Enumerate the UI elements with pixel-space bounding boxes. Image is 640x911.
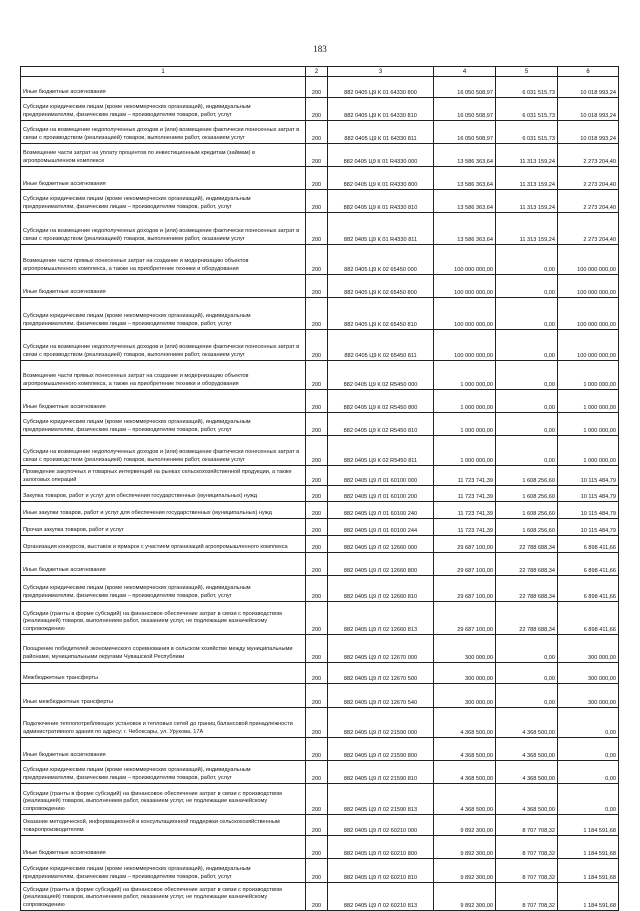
- row-value-4-cell: 1 000 000,00: [434, 436, 496, 466]
- table-row: [21, 98, 619, 121]
- table-row: [21, 761, 619, 784]
- row-name-text: Субсидии юридическим лицам (кроме некоммерческих организаций), индивидуальным предпринимателям, физическим лицам – производителям товаров, работ, услуг: [23, 196, 251, 210]
- row-grbs-cell: 200: [306, 213, 328, 245]
- row-value-4-cell: 16 050 508,97: [434, 98, 496, 121]
- table-row: [21, 536, 619, 553]
- row-grbs-cell: 200: [306, 761, 328, 784]
- row-name-text: Иные бюджетные ассигнования: [23, 849, 106, 856]
- row-value-4-cell: 11 723 741,39: [434, 486, 496, 502]
- row-code-cell: 882 0405 Ц9 Л 02 60210 810: [328, 859, 434, 883]
- row-value-5-cell: 0,00: [496, 635, 558, 663]
- row-code-cell: 882 0405 Ц9 К 02 65450 810: [328, 298, 434, 330]
- row-value-4-cell: 16 050 508,97: [434, 77, 496, 98]
- table-row: [21, 213, 619, 245]
- row-code-cell: 882 0405 Ц9 Л 01 60100 000: [328, 466, 434, 486]
- row-value-6-cell: 300 000,00: [558, 663, 619, 684]
- row-name-text: Иные бюджетные ассигнования: [23, 180, 106, 187]
- row-value-5-cell: 22 788 688,34: [496, 536, 558, 553]
- row-code-cell: 882 0405 Ц9 Л 02 12670 500: [328, 663, 434, 684]
- row-name-cell: [21, 519, 306, 536]
- header-col-2: 2: [306, 67, 328, 77]
- row-code-cell: 882 0405 Ц9 Л 02 21590 000: [328, 708, 434, 738]
- table-row: [21, 502, 619, 519]
- row-name-cell: [21, 536, 306, 553]
- row-code-cell: 882 0405 Ц9 К 02 R5450 810: [328, 413, 434, 436]
- row-code-cell: 882 0405 Ц9 К 01 64330 811: [328, 121, 434, 144]
- row-value-4-cell: 9 892 300,00: [434, 859, 496, 883]
- row-value-6-cell: 1 184 591,68: [558, 836, 619, 859]
- row-name-text: Субсидии юридическим лицам (кроме некоммерческих организаций), индивидуальным предпринимателям, физическим лицам – производителям товаров, работ, услуг: [23, 419, 251, 433]
- row-name-text: Иные бюджетные ассигнования: [23, 88, 106, 95]
- row-name-cell: [21, 635, 306, 663]
- row-name-text: Субсидии (гранты в форме субсидий) на финансовое обеспечение затрат в связи с производством (реализацией) товаров, выполнением работ, оказанием услуг, не подлежащие казначейскому сопровождению: [23, 611, 282, 632]
- row-value-4-cell: 13 586 363,64: [434, 213, 496, 245]
- row-code-cell: 882 0405 Ц9 Л 01 60100 240: [328, 502, 434, 519]
- row-value-5-cell: 4 368 500,00: [496, 738, 558, 761]
- row-code-cell: 882 0405 Ц9 Л 01 60100 244: [328, 519, 434, 536]
- row-name-text: Прочая закупка товаров, работ и услуг: [23, 526, 124, 533]
- row-value-5-cell: 11 313 159,24: [496, 144, 558, 167]
- row-name-text: Субсидии юридическим лицам (кроме некоммерческих организаций), индивидуальным предпринимателям, физическим лицам – производителям товаров, работ, услуг: [23, 104, 251, 118]
- row-value-5-cell: 4 368 500,00: [496, 708, 558, 738]
- row-grbs-cell: 200: [306, 519, 328, 536]
- row-value-6-cell: 0,00: [558, 761, 619, 784]
- table-row: [21, 330, 619, 361]
- header-col-3: 3: [328, 67, 434, 77]
- header-row: [21, 67, 619, 77]
- row-name-text: Субсидии на возмещение недополученных доходов и (или) возмещение фактически понесенных затрат в связи с производством (реализацией) товаров, выполнением работ, оказанием услуг: [23, 449, 300, 463]
- row-value-5-cell: 22 788 688,34: [496, 576, 558, 602]
- row-name-cell: [21, 883, 306, 911]
- row-value-6-cell: 300 000,00: [558, 635, 619, 663]
- row-name-cell: [21, 121, 306, 144]
- row-value-5-cell: 0,00: [496, 413, 558, 436]
- row-name-cell: [21, 390, 306, 413]
- row-value-6-cell: 2 273 204,40: [558, 167, 619, 190]
- table-row: [21, 77, 619, 98]
- row-code-cell: 882 0405 Ц9 Л 02 60210 813: [328, 883, 434, 911]
- row-grbs-cell: 200: [306, 275, 328, 298]
- row-name-text: Иные межбюджетные трансферты: [23, 698, 113, 705]
- row-grbs-cell: 200: [306, 738, 328, 761]
- row-code-cell: 882 0405 Ц9 К 01 R4330 800: [328, 167, 434, 190]
- row-name-text: Поощрение победителей экономического соревнования в сельском хозяйстве между муниципальными районами, муниципальными округами Чувашской Республики: [23, 646, 293, 660]
- row-name-text: Иные закупки товаров, работ и услуг для обеспечения государственных (муниципальных) нужд: [23, 509, 272, 516]
- table-header: [21, 67, 619, 77]
- table-row: [21, 883, 619, 911]
- row-value-6-cell: 1 000 000,00: [558, 361, 619, 390]
- row-value-6-cell: 10 018 993,24: [558, 121, 619, 144]
- row-name-text: Подключение теплопотребляющих установок и тепловых сетей до границ балансовой принадлежности административного здания по адресу: г. Чебоксары, ул. Урукова, 17А: [23, 721, 293, 735]
- row-value-4-cell: 300 000,00: [434, 663, 496, 684]
- row-value-4-cell: 11 723 741,39: [434, 519, 496, 536]
- row-value-5-cell: 8 707 708,32: [496, 883, 558, 911]
- row-grbs-cell: 200: [306, 486, 328, 502]
- row-name-text: Возмещение части затрат на уплату процентов по инвестиционным кредитам (займам) в агропромышленном комплексе: [23, 150, 256, 164]
- row-name-cell: [21, 836, 306, 859]
- row-code-cell: 882 0405 Ц9 К 01 R4330 811: [328, 213, 434, 245]
- row-name-text: Иные бюджетные ассигнования: [23, 288, 106, 295]
- table-row: [21, 436, 619, 466]
- row-code-cell: 882 0405 Ц9 Л 02 12660 800: [328, 553, 434, 576]
- row-value-6-cell: 2 273 204,40: [558, 190, 619, 213]
- row-grbs-cell: 200: [306, 330, 328, 361]
- table-row: [21, 815, 619, 836]
- row-grbs-cell: 200: [306, 190, 328, 213]
- row-grbs-cell: 200: [306, 436, 328, 466]
- row-grbs-cell: 200: [306, 167, 328, 190]
- row-value-5-cell: 11 313 159,24: [496, 213, 558, 245]
- row-grbs-cell: 200: [306, 836, 328, 859]
- row-grbs-cell: 200: [306, 663, 328, 684]
- row-value-5-cell: 22 788 688,34: [496, 553, 558, 576]
- row-code-cell: 882 0405 Ц9 Л 02 12670 540: [328, 684, 434, 708]
- row-name-cell: [21, 167, 306, 190]
- row-grbs-cell: 200: [306, 121, 328, 144]
- row-grbs-cell: 200: [306, 298, 328, 330]
- row-name-cell: [21, 213, 306, 245]
- page-number: 183: [313, 44, 327, 54]
- row-name-text: Субсидии юридическим лицам (кроме некоммерческих организаций), индивидуальным предпринимателям, физическим лицам – производителям товаров, работ, услуг: [23, 313, 251, 327]
- row-value-5-cell: 0,00: [496, 663, 558, 684]
- row-value-5-cell: 1 608 256,60: [496, 466, 558, 486]
- row-name-cell: [21, 190, 306, 213]
- row-name-cell: [21, 466, 306, 486]
- header-col-4: 4: [434, 67, 496, 77]
- row-grbs-cell: 200: [306, 815, 328, 836]
- row-code-cell: 882 0405 Ц9 Л 02 21590 810: [328, 761, 434, 784]
- row-grbs-cell: 200: [306, 536, 328, 553]
- table-row: [21, 684, 619, 708]
- row-grbs-cell: 200: [306, 883, 328, 911]
- row-value-4-cell: 29 687 100,00: [434, 576, 496, 602]
- row-code-cell: 882 0405 Ц9 Л 02 60210 000: [328, 815, 434, 836]
- row-value-4-cell: 9 892 300,00: [434, 815, 496, 836]
- row-code-cell: 882 0405 Ц9 К 02 R5450 800: [328, 390, 434, 413]
- row-value-5-cell: 0,00: [496, 684, 558, 708]
- row-grbs-cell: 200: [306, 708, 328, 738]
- table-body: [21, 77, 619, 911]
- row-value-4-cell: 100 000 000,00: [434, 298, 496, 330]
- row-name-cell: [21, 815, 306, 836]
- row-name-cell: [21, 553, 306, 576]
- row-value-5-cell: 4 368 500,00: [496, 784, 558, 815]
- row-name-text: Иные бюджетные ассигнования: [23, 403, 106, 410]
- row-name-cell: [21, 144, 306, 167]
- row-code-cell: 882 0405 Ц9 Л 01 60100 200: [328, 486, 434, 502]
- row-value-4-cell: 300 000,00: [434, 635, 496, 663]
- row-name-text: Организация конкурсов, выставок и ярмарок с участием организаций агропромышленного комплекса: [23, 543, 288, 550]
- row-name-cell: [21, 859, 306, 883]
- row-value-6-cell: 1 000 000,00: [558, 436, 619, 466]
- row-name-cell: [21, 298, 306, 330]
- row-grbs-cell: 200: [306, 602, 328, 635]
- row-value-6-cell: 0,00: [558, 784, 619, 815]
- row-code-cell: 882 0405 Ц9 Л 02 12660 813: [328, 602, 434, 635]
- row-grbs-cell: 200: [306, 784, 328, 815]
- row-value-5-cell: 0,00: [496, 436, 558, 466]
- row-grbs-cell: 200: [306, 144, 328, 167]
- row-value-6-cell: 1 184 591,68: [558, 883, 619, 911]
- row-name-text: Возмещение части прямых понесенных затрат на создание и модернизацию объектов агропромышленного комплекса, а также на приобретение техники и оборудования: [23, 373, 249, 387]
- row-value-6-cell: 10 018 993,24: [558, 77, 619, 98]
- row-value-6-cell: 6 898 411,66: [558, 576, 619, 602]
- row-name-cell: [21, 275, 306, 298]
- row-code-cell: 882 0405 Ц9 К 02 R5450 811: [328, 436, 434, 466]
- row-name-cell: [21, 576, 306, 602]
- row-value-6-cell: 100 000 000,00: [558, 275, 619, 298]
- row-name-text: Субсидии на возмещение недополученных доходов и (или) возмещение фактически понесенных затрат в связи с производством (реализацией) товаров, выполнением работ, оказанием услуг: [23, 127, 300, 141]
- row-value-5-cell: 22 788 688,34: [496, 602, 558, 635]
- budget-table: [20, 66, 619, 911]
- table-row: [21, 519, 619, 536]
- row-value-5-cell: 0,00: [496, 275, 558, 298]
- row-name-text: Субсидии юридическим лицам (кроме некоммерческих организаций), индивидуальным предпринимателям, физическим лицам – производителям товаров, работ, услуг: [23, 866, 251, 880]
- row-value-6-cell: 10 115 484,79: [558, 519, 619, 536]
- row-value-6-cell: 100 000 000,00: [558, 245, 619, 275]
- row-code-cell: 882 0405 Ц9 К 02 R5450 000: [328, 361, 434, 390]
- row-value-6-cell: 0,00: [558, 738, 619, 761]
- row-name-text: Оказание методической, информационной и консультационной поддержки сельскохозяйственным товаропроизводителям: [23, 819, 280, 833]
- row-grbs-cell: 200: [306, 502, 328, 519]
- row-name-cell: [21, 684, 306, 708]
- row-value-4-cell: 9 892 300,00: [434, 883, 496, 911]
- row-value-6-cell: 100 000 000,00: [558, 330, 619, 361]
- row-value-4-cell: 100 000 000,00: [434, 245, 496, 275]
- row-value-5-cell: 0,00: [496, 330, 558, 361]
- table-row: [21, 836, 619, 859]
- row-value-5-cell: 4 368 500,00: [496, 761, 558, 784]
- row-name-cell: [21, 761, 306, 784]
- table-row: [21, 413, 619, 436]
- table-row: [21, 245, 619, 275]
- row-value-6-cell: 10 115 484,79: [558, 502, 619, 519]
- row-value-4-cell: 11 723 741,39: [434, 502, 496, 519]
- table-row: [21, 784, 619, 815]
- row-code-cell: 882 0405 Ц9 Л 02 12670 000: [328, 635, 434, 663]
- row-value-4-cell: 29 687 100,00: [434, 536, 496, 553]
- row-value-4-cell: 4 368 500,00: [434, 708, 496, 738]
- row-code-cell: 882 0405 Ц9 Л 02 12660 810: [328, 576, 434, 602]
- row-code-cell: 882 0405 Ц9 Л 02 21590 813: [328, 784, 434, 815]
- row-value-4-cell: 9 892 300,00: [434, 836, 496, 859]
- row-value-6-cell: 10 115 484,79: [558, 486, 619, 502]
- row-name-cell: [21, 330, 306, 361]
- row-name-text: Иные бюджетные ассигнования: [23, 751, 106, 758]
- row-code-cell: 882 0405 Ц9 К 01 R4330 000: [328, 144, 434, 167]
- row-code-cell: 882 0405 Ц9 К 02 65450 800: [328, 275, 434, 298]
- row-value-6-cell: 1 000 000,00: [558, 413, 619, 436]
- row-value-6-cell: 0,00: [558, 708, 619, 738]
- row-value-6-cell: 6 898 411,66: [558, 536, 619, 553]
- row-code-cell: 882 0405 Ц9 К 01 64330 800: [328, 77, 434, 98]
- row-grbs-cell: 200: [306, 859, 328, 883]
- row-name-cell: [21, 486, 306, 502]
- table-row: [21, 859, 619, 883]
- row-value-4-cell: 1 000 000,00: [434, 390, 496, 413]
- table-row: [21, 190, 619, 213]
- row-name-cell: [21, 413, 306, 436]
- row-code-cell: 882 0405 Ц9 К 02 65450 811: [328, 330, 434, 361]
- row-value-6-cell: 2 273 204,40: [558, 213, 619, 245]
- row-name-cell: [21, 98, 306, 121]
- table-row: [21, 298, 619, 330]
- row-name-text: Субсидии (гранты в форме субсидий) на финансовое обеспечение затрат в связи с производством (реализацией) товаров, выполнением работ, оказанием услуг, не подлежащие казначейскому сопровождению: [23, 887, 282, 908]
- row-grbs-cell: 200: [306, 98, 328, 121]
- row-value-5-cell: 0,00: [496, 361, 558, 390]
- table-row: [21, 121, 619, 144]
- row-value-4-cell: 100 000 000,00: [434, 275, 496, 298]
- row-value-5-cell: 11 313 159,24: [496, 190, 558, 213]
- row-value-6-cell: 6 898 411,66: [558, 553, 619, 576]
- row-grbs-cell: 200: [306, 413, 328, 436]
- row-grbs-cell: 200: [306, 390, 328, 413]
- table-row: [21, 708, 619, 738]
- table-row: [21, 602, 619, 635]
- row-value-6-cell: 10 018 993,24: [558, 98, 619, 121]
- header-col-6: 6: [558, 67, 619, 77]
- row-value-5-cell: 0,00: [496, 390, 558, 413]
- row-name-text: Субсидии на возмещение недополученных доходов и (или) возмещение фактически понесенных затрат в связи с производством (реализацией) товаров, выполнением работ, оказанием услуг: [23, 344, 300, 358]
- row-value-6-cell: 10 115 484,79: [558, 466, 619, 486]
- table-row: [21, 361, 619, 390]
- row-name-text: Возмещение части прямых понесенных затрат на создание и модернизацию объектов агропромышленного комплекса, а также на приобретение техники и оборудования: [23, 258, 249, 272]
- row-name-cell: [21, 663, 306, 684]
- row-value-5-cell: 6 031 515,73: [496, 98, 558, 121]
- row-value-4-cell: 4 368 500,00: [434, 784, 496, 815]
- row-value-5-cell: 1 608 256,60: [496, 502, 558, 519]
- row-value-5-cell: 8 707 708,32: [496, 836, 558, 859]
- row-name-cell: [21, 436, 306, 466]
- row-name-text: Субсидии юридическим лицам (кроме некоммерческих организаций), индивидуальным предпринимателям, физическим лицам – производителям товаров, работ, услуг: [23, 585, 251, 599]
- table-row: [21, 486, 619, 502]
- row-name-text: Субсидии на возмещение недополученных доходов и (или) возмещение фактически понесенных затрат в связи с производством (реализацией) товаров, выполнением работ, оказанием услуг: [23, 228, 300, 242]
- row-value-4-cell: 13 586 363,64: [434, 167, 496, 190]
- row-value-5-cell: 8 707 708,32: [496, 815, 558, 836]
- row-value-6-cell: 6 898 411,66: [558, 602, 619, 635]
- row-name-cell: [21, 77, 306, 98]
- row-value-5-cell: 6 031 515,73: [496, 121, 558, 144]
- table-row: [21, 390, 619, 413]
- row-value-5-cell: 8 707 708,32: [496, 859, 558, 883]
- row-code-cell: 882 0405 Ц9 К 01 64330 810: [328, 98, 434, 121]
- table-row: [21, 635, 619, 663]
- row-value-5-cell: 1 608 256,60: [496, 519, 558, 536]
- row-grbs-cell: 200: [306, 77, 328, 98]
- table-row: [21, 738, 619, 761]
- row-name-cell: [21, 361, 306, 390]
- row-value-6-cell: 1 184 591,68: [558, 815, 619, 836]
- row-value-5-cell: 11 313 159,24: [496, 167, 558, 190]
- row-value-5-cell: 6 031 515,73: [496, 77, 558, 98]
- row-value-6-cell: 1 000 000,00: [558, 390, 619, 413]
- table-row: [21, 576, 619, 602]
- row-grbs-cell: 200: [306, 684, 328, 708]
- row-code-cell: 882 0405 Ц9 К 01 R4330 810: [328, 190, 434, 213]
- row-value-4-cell: 1 000 000,00: [434, 413, 496, 436]
- row-grbs-cell: 200: [306, 245, 328, 275]
- table-row: [21, 663, 619, 684]
- row-grbs-cell: 200: [306, 553, 328, 576]
- row-value-4-cell: 100 000 000,00: [434, 330, 496, 361]
- row-value-6-cell: 1 184 591,68: [558, 859, 619, 883]
- row-name-text: Субсидии юридическим лицам (кроме некоммерческих организаций), индивидуальным предпринимателям, физическим лицам – производителям товаров, работ, услуг: [23, 767, 251, 781]
- row-value-4-cell: 13 586 363,64: [434, 144, 496, 167]
- row-name-cell: [21, 784, 306, 815]
- row-name-cell: [21, 738, 306, 761]
- row-name-cell: [21, 602, 306, 635]
- row-value-4-cell: 13 586 363,64: [434, 190, 496, 213]
- table-row: [21, 553, 619, 576]
- row-value-4-cell: 11 723 741,39: [434, 466, 496, 486]
- row-value-6-cell: 100 000 000,00: [558, 298, 619, 330]
- row-name-text: Иные бюджетные ассигнования: [23, 566, 106, 573]
- table-row: [21, 275, 619, 298]
- row-value-4-cell: 29 687 100,00: [434, 602, 496, 635]
- row-value-5-cell: 0,00: [496, 245, 558, 275]
- row-code-cell: 882 0405 Ц9 Л 02 12660 000: [328, 536, 434, 553]
- row-grbs-cell: 200: [306, 635, 328, 663]
- table-row: [21, 466, 619, 486]
- row-code-cell: 882 0405 Ц9 Л 02 60210 800: [328, 836, 434, 859]
- row-code-cell: 882 0405 Ц9 К 02 65450 000: [328, 245, 434, 275]
- row-grbs-cell: 200: [306, 466, 328, 486]
- row-value-6-cell: 300 000,00: [558, 684, 619, 708]
- row-name-text: Проведение закупочных и товарных интервенций на рынках сельскохозяйственной продукции, а также залоговых операций: [23, 469, 292, 483]
- row-name-cell: [21, 502, 306, 519]
- row-value-6-cell: 2 273 204,40: [558, 144, 619, 167]
- row-grbs-cell: 200: [306, 361, 328, 390]
- row-name-text: Субсидии (гранты в форме субсидий) на финансовое обеспечение затрат в связи с производством (реализацией) товаров, выполнением работ, оказанием услуг, не подлежащие казначейскому сопровождению: [23, 791, 282, 812]
- row-value-4-cell: 16 050 508,97: [434, 121, 496, 144]
- row-name-text: Межбюджетные трансферты: [23, 674, 99, 681]
- row-value-5-cell: 1 608 256,60: [496, 486, 558, 502]
- row-name-text: Закупка товаров, работ и услуг для обеспечения государственных (муниципальных) нужд: [23, 492, 257, 499]
- table-row: [21, 144, 619, 167]
- header-col-1: 1: [21, 67, 306, 77]
- row-name-cell: [21, 708, 306, 738]
- row-grbs-cell: 200: [306, 576, 328, 602]
- row-value-4-cell: 300 000,00: [434, 684, 496, 708]
- row-value-4-cell: 4 368 500,00: [434, 738, 496, 761]
- row-value-4-cell: 4 368 500,00: [434, 761, 496, 784]
- row-name-cell: [21, 245, 306, 275]
- table-row: [21, 167, 619, 190]
- header-col-5: 5: [496, 67, 558, 77]
- row-value-4-cell: 29 687 100,00: [434, 553, 496, 576]
- row-code-cell: 882 0405 Ц9 Л 02 21590 800: [328, 738, 434, 761]
- row-value-4-cell: 1 000 000,00: [434, 361, 496, 390]
- row-value-5-cell: 0,00: [496, 298, 558, 330]
